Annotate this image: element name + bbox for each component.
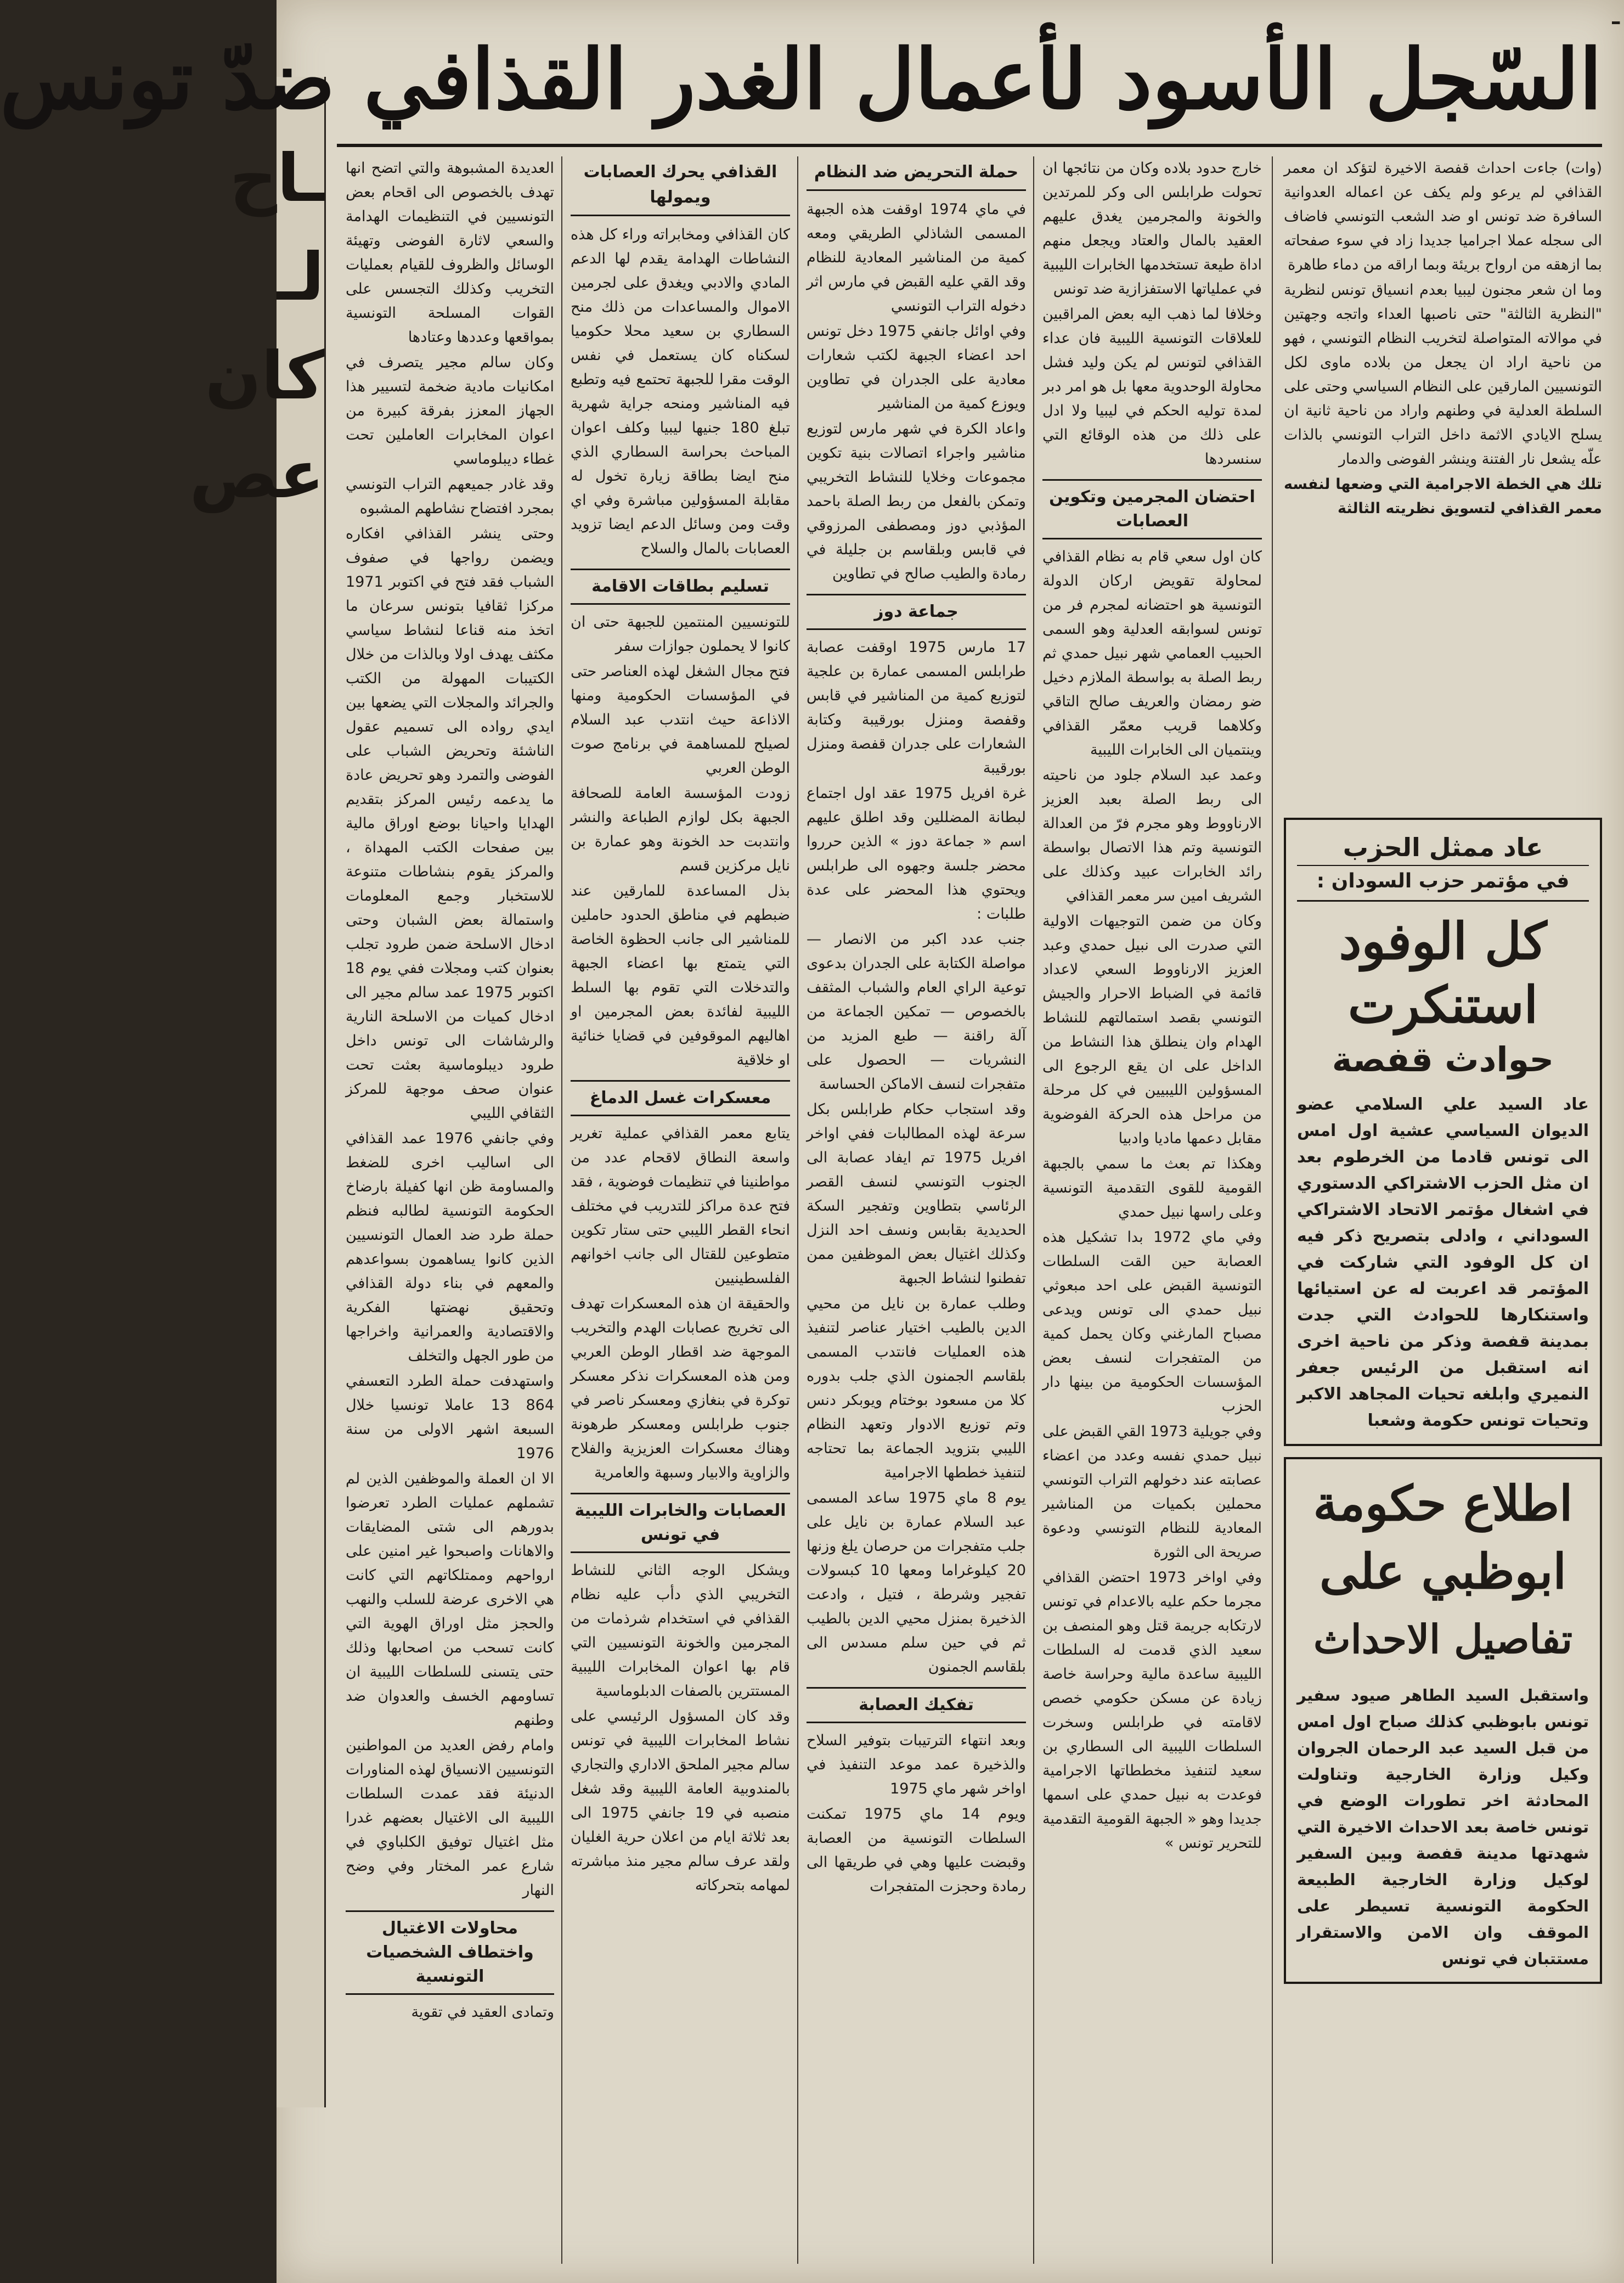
c4-section-title-2: معسكرات غسل الدماغ xyxy=(571,1080,790,1116)
c5-paragraph: وكان سالم مجير يتصرف في امكانيات مادية ضخمة لتسيير هذا الجهاز المعزز بفرقة كبيرة من اعوان المخابرات العاملين تحت غطاء ديبلوماسي xyxy=(346,354,554,468)
box2-headline-2: ابوظبي على xyxy=(1319,1543,1566,1600)
c2-paragraph: كان اول سعي قام به نظام القذافي لمحاولة تقويض اركان الدولة التونسية هو احتضانه لمجرم فر من تونس لسوابقه العدلية وهو السمى الحبيب العمامي شهر نبيل حمدي ثم ربط الصلة به بواسطة الملازم دخيل ضو رمضان والعريف صالح التاقي وكلاهما قريب معمّر القذافي وينتميان الى الخابرات الليبية xyxy=(1042,548,1262,758)
c2-paragraph: وعمد عبد السلام جلود من ناحيته الى ربط الصلة بعبد العزيز الارناووط وهو مجرم فرّ من العدالة التونسية وتم هذا الاتصال بواسطة رائد الخابرات عبيد وكذلك على الشريف امين سر معمر القذافي xyxy=(1042,767,1262,904)
c2-paragraph: وفي اواخر 1973 احتضن القذافي مجرما حكم عليه بالاعدام في تونس لارتكابه جريمة قتل وهو المنصف بن سعيد الذي قدمت له السلطات الليبية ساعدة مالية وحراسة خاصة زيادة عن مسكن حكومي خصص لاقامته في طرابلس وسخرت السلطات الليبية الى السطاري بن سعيد لتنفيذ مخططاتها الاجرامية فوعدت به نبيل حمدي على اسمها جديدا وهو « الجبهة القومية التقدمية للتحرير تونس » xyxy=(1042,1569,1262,1852)
column-divider xyxy=(797,156,798,2264)
box1-kicker-area xyxy=(1297,830,1589,902)
box1-kicker: عاد ممثل الحزب xyxy=(1343,833,1543,862)
sidebar xyxy=(1284,818,1602,1995)
c4-paragraph: زودت المؤسسة العامة للصحافة الجبهة بكل لوازم الطباعة والنشر وانتدبت حد الخونة وهو عمارة بن نايل مركزين قسم xyxy=(571,785,790,874)
c5-paragraph: وحتى ينشر القذافي افكاره ويضمن رواجها في صفوف الشباب فقد فتح في اكتوبر 1971 مركزا ثقافيا بتونس سرعان ما اتخذ منه قناعا لنشاط سياسي مكثف يهدف اولا وبالذات من خلال الكتيبات المهولة من الكتب والجرائد والمجلات التي يضعها بين ايدي رواده الى تسميم عقول الناشئة وتحريض الشباب على الفوضى والتمرد وهو تحريض عادة ما يدعمه رئيس المركز بتقديم الهدايا واحيانا بوضع اوراق مالية بين صفحات الكتب المهداة ، والمركز يقوم بنشاطات متنوعة للاستخبار وجمع المعلومات واستمالة بعض الشبان وحتى ادخال الاسلحة ضمن طرود تجلب بعنوان كتب ومجلات ففي يوم 18 اكتوبر 1975 عمد سالم مجير الى ادخال كميات من الاسلحة النارية والرشاشات الى تونس داخل طرود ديبلوماسية بعثت تحت عنوان صحف موجهة للمركز الثقافي الليبي xyxy=(346,525,555,1122)
c3-paragraph: وطلب عمارة بن نايل من محيي الدين بالطيب اختيار عناصر لتنفيذ هذه العمليات فانتدب المسمى بلقاسم الجمنون الذي جلب بدوره كلا من مسعود بوختام ويوبكر دنس وتم توزيع الادوار وتعهد النظام الليبي بتزويد الجماعة بما تحتاجه لتنفيذ خططها الاجرامية xyxy=(807,1295,1026,1481)
c5-paragraph: وامام رفض العديد من المواطنين التونسيين الانسياق لهذه المناورات الدنيئة فقد عمدت السلطات الليبية الى الاغتيال بعضهم غدرا مثل اغتيال توفيق الكلباوي في شارع عمر المختار وفي وضح النهار xyxy=(346,1737,554,1899)
c5-paragraph: وتمادى العقيد في تقوية xyxy=(411,2004,554,2021)
c3-paragraph: غرة افريل 1975 عقد اول اجتماع لبطانة المضللين وقد اطلق عليهم اسم « جماعة دوز » الذين حرروا محضر جلسة وجهوه الى طرابلس ويحتوي هذا المحضر على عدة طلبات : xyxy=(807,785,1026,923)
box2-body: واستقبل السيد الطاهر صيود سفير تونس بابوظبي كذلك صباح اول امس من قبل السيد عبد الرحمان الجروان وكيل وزارة الخارجية وتناولت المحادثة اخر تطورات الوضع في تونس خاصة بعد الاحداث الاخيرة التي شهدتها مدينة قفصة وبين السفير لوكيل وزارة الخارجية الطبيعة الحكومة التونسية تسيطر على الموقف وان الامن والاستقرار مستتبان في تونس xyxy=(1297,1686,1589,1968)
main-headline: السّجل الأسود لأعمال الغدر القذافي ضدّ تونس xyxy=(0,31,1602,128)
c3-paragraph: واعاد الكرة في شهر مارس لتوزيع مناشير واجراء اتصالات بنية تكوين مجموعات وخلايا للنشاط التخريبي وتمكن بالفعل من ربط الصلة باحمد المؤذبي دوز ومصطفى المرزوقي في قابس وبلقاسم بن جليلة في رمادة والطيب صالح في تطاوين xyxy=(807,420,1026,582)
c1-paragraph: وما ان شعر مجنون ليبيا بعدم انسياق تونس لنظرية "النظرية الثالثة" حتى ناصبها العداء واتجه وجهتين في موالاته المتواصلة لتخريب النظام التونسي ، فهو من ناحية اراد ان يجعل من بلاده ماوى لكل التونسيين المارقين على النظام السياسي وحتى على السلطة العدلية في وطنهم واراد من ناحية ثانية ان يسلح الايادي الاثمة داخل التراب التونسي بالذات علّه يشعل نار الفتنة وينشر الفوضى والدمار xyxy=(1284,282,1602,468)
c3-paragraph: جنب عدد اكبر من الانصار — مواصلة الكتابة على الجدران بدعوى توعية الراي العام والشباب المثقف بالخصوص — تمكين الجماعة من آلة راقنة — طبع المزيد من النشريات — الحصول على متفجرات لنسف الاماكن الحساسة xyxy=(807,931,1026,1093)
column-3 xyxy=(807,156,1026,2264)
c3-title: حملة التحريض ضد النظام xyxy=(807,156,1026,191)
c3-paragraph: في ماي 1974 اوقفت هذه الجبهة المسمى الشاذلي الطريقي ومعه كمية من المناشير المعادية للنظام وقد القي عليه القبض في مارس اثر دخوله التراب التونسي xyxy=(807,201,1026,314)
c3-paragraph: يوم 8 ماي 1975 ساعد المسمى عبد السلام عمارة بن نايل على جلب متفجرات من حرصان يلغ وزنها 20 كيلوغراما ومعها 10 كبسولات تفجير وشرطة ، فتيل ، وادعت الذخيرة بمنزل محيي الدين بالطيب ثم في حين سلم مسدس الى بلقاسم الجمنون xyxy=(807,1489,1026,1675)
c2-paragraph: وكان من ضمن التوجيهات الاولية التي صدرت الى نبيل حمدي وعبد العزيز الارناووط السعي لاعداد قائمة في الضباط الاحرار والجيش التونسي بقصد استمالتهم للنشاط الهدام وان ينطلق هذا النشاط من الداخل على ان يقع الرجوع الى المسؤولين الليبيين في كل مرحلة من مراحل هذه الحركة الفوضوية مقابل دعمها ماديا وادبيا xyxy=(1042,913,1262,1147)
adjacent-page-fragment xyxy=(189,77,326,2107)
c4-paragraph: والحقيقة ان هذه المعسكرات تهدف الى تخريج عصابات الهدم والتخريب الموجهة ضد اقطار الوطن العربي ومن هذه المعسكرات نذكر معسكر توكرة في بنغازي ومعسكر ناصر في جنوب طرابلس ومعسكر طرهونة وهناك معسكرات العزيزية والفلاح والزاوية والابيار وسبهة والعامرية xyxy=(571,1295,790,1481)
c3-section-title: جماعة دوز xyxy=(807,594,1026,630)
c4-title: القذافي يحرك العصابات ويمولها xyxy=(571,156,790,216)
c4-paragraph: ويشكل الوجه الثاني للنشاط التخريبي الذي دأب عليه نظام القذافي في استخدام شرذمات من المجرمين والخونة التونسيين التي قام بها اعوان المخابرات الليبية المستترين بالصفات الدبلوماسية xyxy=(571,1562,790,1700)
fragment-4: عص xyxy=(189,437,324,513)
c3-paragraph: 17 مارس 1975 اوقفت عصابة طرابلس المسمى عمارة بن علجية لتوزيع كمية من المناشير في قابس وقفصة ومنزل بورقيبة وكتابة الشعارات على جدران قفصة ومنزل بورقيبة xyxy=(807,639,1026,777)
c4-paragraph: وقد كان المسؤول الرئيسي على نشاط المخابرات الليبية في تونس سالم مجير الملحق الاداري والتجاري بالمندوبية العامة الليبية وقد شغل منصبه في 19 جانفي 1975 الى بعد ثلاثة ايام من اعلان حرية الغليان ولقد عرف سالم مجير منذ مباشرته لمهامه بتحركاته xyxy=(571,1708,790,1894)
c3-paragraph: وفي اوائل جانفي 1975 دخل تونس احد اعضاء الجبهة لكتب شعارات معادية على الجدران في تطاوين ويوزع كمية من المناشير xyxy=(807,323,1026,412)
c4-paragraph: فتح مجال الشغل لهذه العناصر حتى في المؤسسات الحكومية ومنها الاذاعة حيث انتدب عبد السلام لصيلح للمساهمة في برنامج صوت الوطن العربي xyxy=(571,663,790,777)
column-divider xyxy=(1033,156,1034,2264)
sidebar-box-sudan xyxy=(1284,818,1602,1446)
fragment-3: كان xyxy=(205,338,324,414)
box2-headline-3: تفاصيل الاحداث xyxy=(1313,1616,1572,1662)
fragment-1: ـاح xyxy=(229,140,324,217)
box1-kicker2: في مؤتمر حزب السودان : xyxy=(1297,865,1589,897)
c5-paragraph: واستهدفت حملة الطرد التعسفي 864 13 عاملا تونسيا خلال السبعة اشهر الاولى من سنة 1976 xyxy=(346,1373,555,1462)
c5-paragraph: الا ان العملة والموظفين الذين لم تشملهم عمليات الطرد تعرضوا بدورهم الى شتى المضايقات والاهانات واصبحوا غير امنين على ارواحهم وممتلكاتهم التي كانت هي الاخرى عرضة للسلب والنهب والحجز مثل اوراق الهوية التي كانت تسحب من اصحابها وذلك حتى يتسنى للسلطات الليبية ان تساومهم الخسف والعدوان ضد وطنهم xyxy=(346,1470,554,1729)
c2-paragraph: وهكذا تم بعث ما سمي بالجبهة القومية للقوى التقدمية التونسية وعلى راسها نبيل حمدي xyxy=(1042,1155,1262,1221)
c3-paragraph: وقد استجاب حكام طرابلس بكل سرعة لهذه المطالبات ففي اواخر افريل 1975 تم ايفاد عصابة الى الجنوب التونسي لنسف القصر الرئاسي بتطاوين وتفجير السكة الحديدية بقابس ونسف احد النزل وكذلك اغتيال بعض الموظفين ممن تفطنوا لنشاط الجبهة xyxy=(807,1101,1026,1287)
c3-paragraph: ويوم 14 ماي 1975 تمكنت السلطات التونسية من العصابة وقبضت عليها وهي في طريقها الى رمادة وحجزت المتفجرات xyxy=(807,1806,1026,1895)
column-1 xyxy=(1284,156,1602,809)
column-4 xyxy=(571,156,790,2264)
box1-body: عاد السيد علي السلامي عضو الديوان السياسي عشية اول امس الى تونس قادما من الخرطوم بعد ان مثل الحزب الاشتراكي الدستوري في اشغال مؤتمر الاتحاد الاشتراكي السوداني ، وادلى بتصريح ذكر فيه ان كل الوفود التي شاركت في المؤتمر قد اعربت له عن استيائها واستنكارها للحوادث التي جدت بمدينة قفصة وذكر من ناحية اخرى انه استقبل من الرئيس جعفر النميري وابلغه تحيات المجاهد الاكبر وتحيات تونس حكومة وشعبا xyxy=(1297,1095,1589,1430)
box1-headline: كل الوفود استنكرت xyxy=(1339,912,1547,1034)
page-corner-mark: ـ xyxy=(1612,4,1620,30)
sidebar-box-abudhabi xyxy=(1284,1457,1602,1984)
c3-section-title-2: تفكيك العصابة xyxy=(807,1687,1026,1723)
box2-headline-1: اطلاع حكومة xyxy=(1313,1475,1573,1532)
c4-paragraph: كان القذافي ومخابراته وراء كل هذه النشاطات الهدامة يقدم لها الدعم المادي والادبي ويغدق على لجرمين الاموال والمساعدات من ذلك منح السطاري بن سعيد محلا حكوميا لسكناه كان يستعمل في نفس الوقت مقرا للجبهة تحتمع فيه وتطبع فيه المناشير ومنحه جراية شهرية تبلغ 180 جنيها ليبيا وكلف اعوان المباحث بحراسة السطاري الذي منح ايضا بطاقة زيارة تخول له مقابلة المسؤولين مباشرة وفي اي وقت ومن وسائل الدعم ايضا تزويد العصابات بالمال والسلاح xyxy=(571,226,790,557)
box1-subheadline: حوادث قفصة xyxy=(1332,1039,1554,1079)
c5-paragraph: العديدة المشبوهة والتي اتضح انها تهدف بالخصوص الى اقحام بعض التونسيين في التنظيمات الهدامة والسعي لاثارة الفوضى وتهيئة الوسائل والظروف للقيام بعمليات التخريب وكذلك التجسس على القوات المسلحة التونسية بمواقعها وعددها وعتادها xyxy=(346,160,554,346)
c4-paragraph: بذل المساعدة للمارقين عند ضبطهم في مناطق الحدود حاملين للمناشير الى جانب الحظوة الخاصة التي يتمتع بها اعضاء الجبهة والتدخلات التي تقوم بها السلط الليبية لفائدة بعض المجرمين او اهاليهم الموقوفين في قضايا خنائية او خلاقية xyxy=(571,882,790,1069)
fragment-2: لـ xyxy=(277,239,324,316)
c4-paragraph: للتونسيين المنتمين للجبهة حتى ان كانوا لا يحملون جوازات سفر xyxy=(571,614,790,655)
c2-section-title: احتضان المجرمين وتكوين العصابات xyxy=(1042,479,1262,539)
c3-paragraph: وبعد انتهاء الترتيبات بتوفير السلاح والذخيرة عمد موعد التنفيذ في اواخر شهر ماي 1975 xyxy=(807,1732,1026,1797)
c2-paragraph: وفي جويلية 1973 القي القبض على نبيل حمدي نفسه وعدد من اعضاء عصابته عند دخولهم التراب التونسي محملين بكميات من المناشير المعادية للنظام التونسي ودعوة صريحة الى الثورة xyxy=(1042,1423,1262,1561)
c4-section-title-3: العصابات والخابرات الليبية في تونس xyxy=(571,1493,790,1553)
c5-paragraph: وفي جانفي 1976 عمد القذافي الى اساليب اخرى للضغط والمساومة ظن انها كفيلة بارضاخ الحكومة التونسية لطالبه فنظم حملة طرد ضد العمال التونسيين الذين كانوا يساهمون بسواعدهم والمعهم في بناء دولة القذافي وتحقيق نهضتها الفكرية والاقتصادية والعمرانية واخراجها من طور الجهل والتخلف xyxy=(346,1130,554,1364)
column-divider xyxy=(1272,156,1273,2264)
c1-paragraph: تلك هي الخطة الاجرامية التي وضعها لنفسه معمر القذافي لتسويق نظريته الثالثة xyxy=(1284,476,1602,517)
c2-paragraph: وخلافا لما ذهب اليه بعض المراقبين للعلاقات التونسية الليبية فان عداء القذافي لتونس لم يكن وليد فشل محاولة الوحدوية معها بل هو امر دبر لمدة توليه الحكم في ليبيا ولا ادل على ذلك من هذه الوقائع التي سنسردها xyxy=(1042,306,1262,468)
headline-rule xyxy=(337,144,1602,147)
c2-paragraph: خارج حدود بلاده وكان من نتائجها ان تحولت طرابلس الى وكر للمرتدين والخونة والمجرمين يغدق عليهم العقيد بالمال والعتاد ويجعل منهم اداة طيعة تستخدمها الخابرات الليبية في عملياتها الاستفزازية ضد تونس xyxy=(1042,160,1262,297)
c5-paragraph: وقد غادر جميعهم التراب التونسي بمجرد افتضاح نشاطهم المشبوه xyxy=(346,476,554,517)
c5-section-title: محاولات الاغتيال واختطاف الشخصيات التونسية xyxy=(346,1910,554,1995)
c4-paragraph: يتابع معمر القذافي عملية تغرير واسعة النطاق لاقحام عدد من مواطنينا في تنظيمات فوضوية ، فقد فتح عدة مراكز للتدريب في مختلف انحاء القطر الليبي حتى ستار تكوين متطوعين للقتال الى جانب اخوانهم الفلسطينيين xyxy=(571,1125,790,1287)
c2-paragraph: وفي ماي 1972 بدا تشكيل هذه العصابة حين القت السلطات التونسية القبض على احد مبعوثي نبيل حمدي الى تونس ويدعى مصباح المارغني وكان يحمل كمية من المتفجرات لنسف بعض المؤسسات الحكومية من بينها دار الحزب xyxy=(1042,1229,1262,1415)
column-divider xyxy=(561,156,562,2264)
column-2 xyxy=(1042,156,1262,2264)
c1-paragraph: (وات) جاءت احداث قفصة الاخيرة لتؤكد ان معمر القذافي لم يرعو ولم يكف عن اعماله العدوانية السافرة ضد تونس او ضد الشعب التونسي فاضاف الى سجله عملا اجراميا جديدا زاد في سوء صفحاته بما ازهقه من ارواح بريئة وبما اراقه من دماء طاهرة xyxy=(1284,160,1602,273)
c4-section-title: تسليم بطاقات الاقامة xyxy=(571,569,790,605)
column-5 xyxy=(346,156,554,2264)
